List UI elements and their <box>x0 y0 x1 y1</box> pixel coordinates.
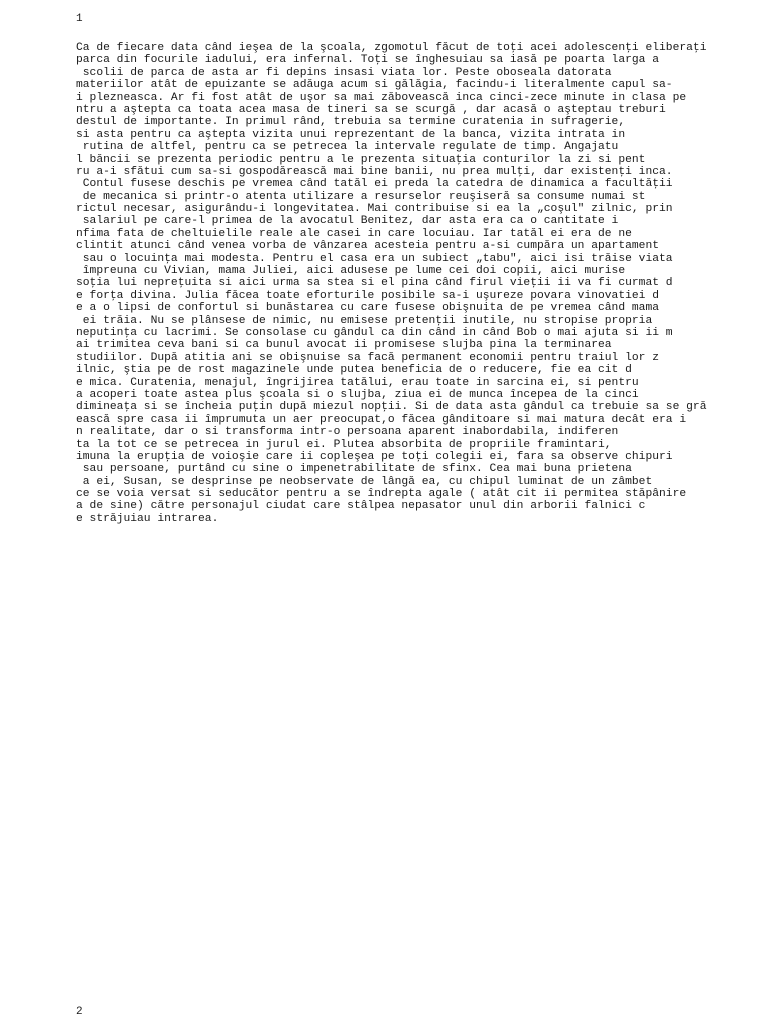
text-line: materiilor atât de epuizante se adăuga acum si gălăgia, facindu-i literalmente capul sa- <box>76 79 673 92</box>
text-line: nfima fata de cheltuielile reale ale casei in care locuiau. Iar tatăl ei era de ne <box>76 227 632 240</box>
text-line: ce se voia versat si seducător pentru a se îndrepta agale ( atât cit ii permitea stăpânire <box>76 488 687 501</box>
text-line: Contul fusese deschis pe vremea când tatăl ei preda la catedra de dinamica a facultăţii <box>76 178 673 191</box>
text-line: i plezneasca. Ar fi fost atât de uşor sa mai zăbovească inca cinci-zece minute in clasa pe <box>76 91 687 104</box>
text-line: sau o locuinţa mai modesta. Pentru el casa era un subiect „tabu", aici isi trăise viata <box>76 252 673 265</box>
text-line: dimineaţa si se încheia puţin după miezul nopţii. Si de data asta gândul ca trebuie sa se gră <box>76 401 707 414</box>
page-number-bottom: 2 <box>76 1006 83 1018</box>
text-line: destul de importante. In primul rând, trebuia sa termine curatenia in sufragerie, <box>76 116 626 129</box>
text-line: l băncii se prezenta periodic pentru a le prezenta situaţia conturilor la zi si pent <box>76 153 646 166</box>
text-line: ei trăia. Nu se plânsese de nimic, nu emisese pretenţii inutile, nu stropise propria <box>76 314 653 327</box>
text-line: salariul pe care-l primea de la avocatul Benitez, dar asta era ca o cantitate i <box>76 215 619 228</box>
text-line: e străjuiau intrarea. <box>76 512 219 525</box>
text-line: ai trimitea ceva bani si ca bunul avocat ii promisese slujba pina la terminarea <box>76 339 612 352</box>
text-line: ească spre casa ii împrumuta un aer preocupat,o făcea gânditoare si mai matura decât era i <box>76 413 687 426</box>
text-line: împreuna cu Vivian, mama Juliei, aici adusese pe lume cei doi copii, aici murise <box>76 265 626 278</box>
text-line: studiilor. După atitia ani se obişnuise sa facă permanent economii pentru traiul lor z <box>76 351 660 364</box>
text-line: ta la tot ce se petrecea in jurul ei. Plutea absorbita de propriile framintari, <box>76 438 612 451</box>
text-line: ilnic, ştia pe de rost magazinele unde putea beneficia de o reducere, fie ea cit d <box>76 364 632 377</box>
text-line: soţia lui nepreţuita si aici urma sa stea si el pina când firul vieţii ii va fi curmat d <box>76 277 673 290</box>
text-line: a acoperi toate astea plus şcoala si o slujba, ziua ei de munca începea de la cinci <box>76 388 639 401</box>
text-line: parca din focurile iadului, era infernal. Toţi se înghesuiau sa iasă pe poarta larga a <box>76 54 660 67</box>
text-line: rictul necesar, asigurându-i longevitatea. Mai contribuise si ea la „coşul" zilnic, prin <box>76 203 673 216</box>
text-line: ru a-i sfătui cum sa-si gospodărească mai bine banii, nu prea mulţi, dar existenţi inca. <box>76 165 673 178</box>
text-line: neputinţa cu lacrimi. Se consolase cu gândul ca din când in când Bob o mai ajuta si ii m <box>76 326 673 339</box>
text-line: Ca de fiecare data când ieşea de la şcoala, zgomotul făcut de toţi acei adolescenţi eliberaţi <box>76 42 707 54</box>
text-line: e a o lipsi de confortul si bunăstarea cu care fusese obişnuita de pe vremea când mama <box>76 302 660 315</box>
text-line: si asta pentru ca aştepta vizita unui reprezentant de la banca, vizita intrata in <box>76 128 626 141</box>
page-number-top: 1 <box>76 13 83 25</box>
text-line: a ei, Susan, se desprinse pe neobservate de lângă ea, cu chipul luminat de un zâmbet <box>76 475 653 488</box>
text-line: rutina de altfel, pentru ca se petrecea la intervale regulate de timp. Angajatu <box>76 141 619 154</box>
text-line: de mecanica si printr-o atenta utilizare a resurselor reuşiseră sa consume numai st <box>76 190 646 203</box>
text-line: n realitate, dar o si transforma intr-o persoana aparent inabordabila, indiferen <box>76 426 619 439</box>
text-line: e forţa divina. Julia făcea toate eforturile posibile sa-i uşureze povara vinovatiei d <box>76 289 660 302</box>
text-line: ntru a aştepta ca toata acea masa de tineri sa se scurgă , dar acasă o aşteptau treburi <box>76 103 666 116</box>
body-text <box>76 42 768 525</box>
text-line: e mica. Curatenia, menajul, îngrijirea tatălui, erau toate in sarcina ei, si pentru <box>76 376 639 389</box>
text-line: imuna la erupţia de voioşie care ii copleşea pe toţi colegii ei, fara sa observe chipuri <box>76 450 673 463</box>
text-line: a de sine) către personajul ciudat care stâlpea nepasator unul din arborii falnici c <box>76 500 646 513</box>
text-line: sau persoane, purtând cu sine o impenetrabilitate de sfinx. Cea mai buna prietena <box>76 463 632 476</box>
text-line: clintit atunci când venea vorba de vânzarea acesteia pentru a-si cumpăra un apartament <box>76 240 660 253</box>
text-line: scolii de parca de asta ar fi depins insasi viata lor. Peste oboseala datorata <box>76 66 612 79</box>
